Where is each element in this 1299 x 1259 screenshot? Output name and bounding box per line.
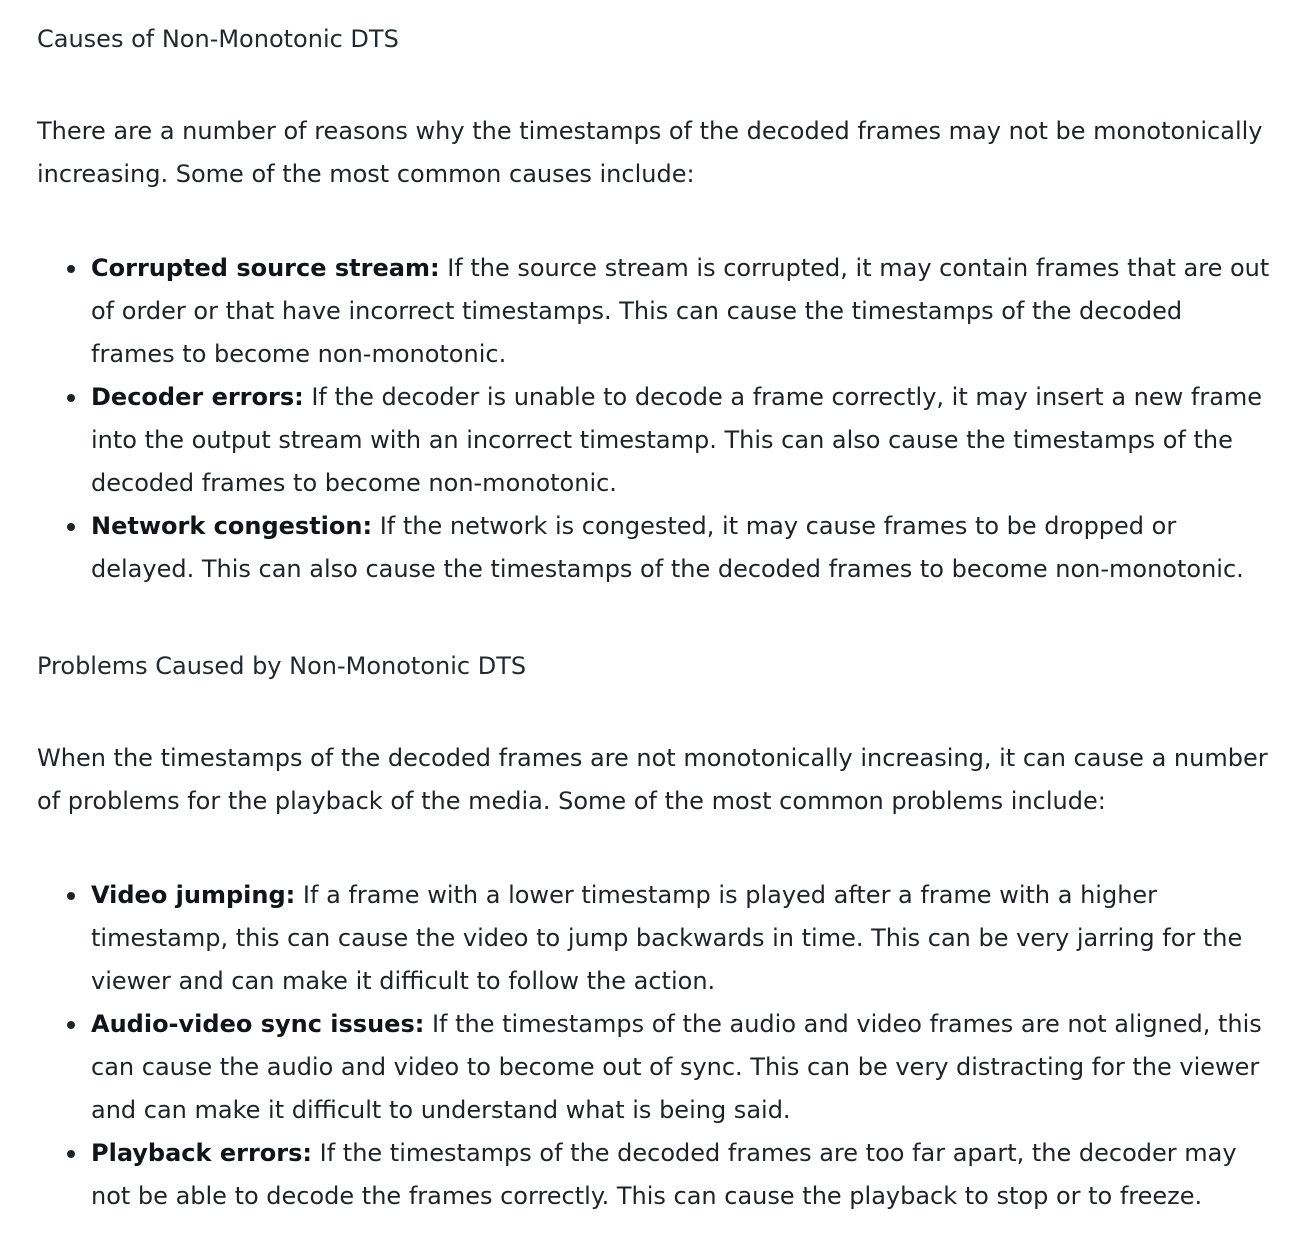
list-item-term: Decoder errors: [91,383,304,411]
list-item-term: Corrupted source stream: [91,254,440,282]
list-item [91,1003,1271,1132]
list-item-term: Audio-video sync issues: [91,1010,425,1038]
list-item-text: If the network is congested, it may cause frames to be dropped or delayed. This can also cause the timestamps of the decoded frames to become non-monotonic. [91,512,1244,583]
section-intro-causes: There are a number of reasons why the timestamps of the decoded frames may not be monotonically increasing. Some of the most common causes include: [37,117,1263,188]
list-item-text: If the source stream is corrupted, it may contain frames that are out of order or that have incorrect timestamps. This can cause the timestamps of the decoded frames to become non-monotonic. [91,254,1270,368]
list-item-text: If a frame with a lower timestamp is played after a frame with a higher timestamp, this can cause the video to jump backwards in time. This can be very jarring for the viewer and can make it difficult to follow the action. [91,881,1243,995]
section-intro-problems: When the timestamps of the decoded frames are not monotonically increasing, it can cause a number of problems for the playback of the media. Some of the most common problems include: [37,744,1268,815]
list-item [91,247,1271,376]
list-item-term: Video jumping: [91,881,296,909]
section-heading-problems: Problems Caused by Non-Monotonic DTS [37,652,527,680]
problems-list [37,874,1271,1218]
list-item [91,1132,1271,1218]
list-item [91,874,1271,1003]
list-item-text: If the timestamps of the decoded frames are too far apart, the decoder may not be able to decode the frames correctly. This can cause the playback to stop or to freeze. [91,1139,1237,1210]
causes-list [37,247,1271,591]
list-item-text: If the timestamps of the audio and video frames are not aligned, this can cause the audio and video to become out of sync. This can be very distracting for the viewer and can make it difficult to understand what is being said. [91,1010,1262,1124]
section-heading-causes: Causes of Non-Monotonic DTS [37,25,399,53]
list-item-term: Network congestion: [91,512,373,540]
list-item [91,376,1271,505]
list-item [91,505,1271,591]
list-item-text: If the decoder is unable to decode a frame correctly, it may insert a new frame into the output stream with an incorrect timestamp. This can also cause the timestamps of the decoded frames to become non-monotonic. [91,383,1263,497]
list-item-term: Playback errors: [91,1139,312,1167]
